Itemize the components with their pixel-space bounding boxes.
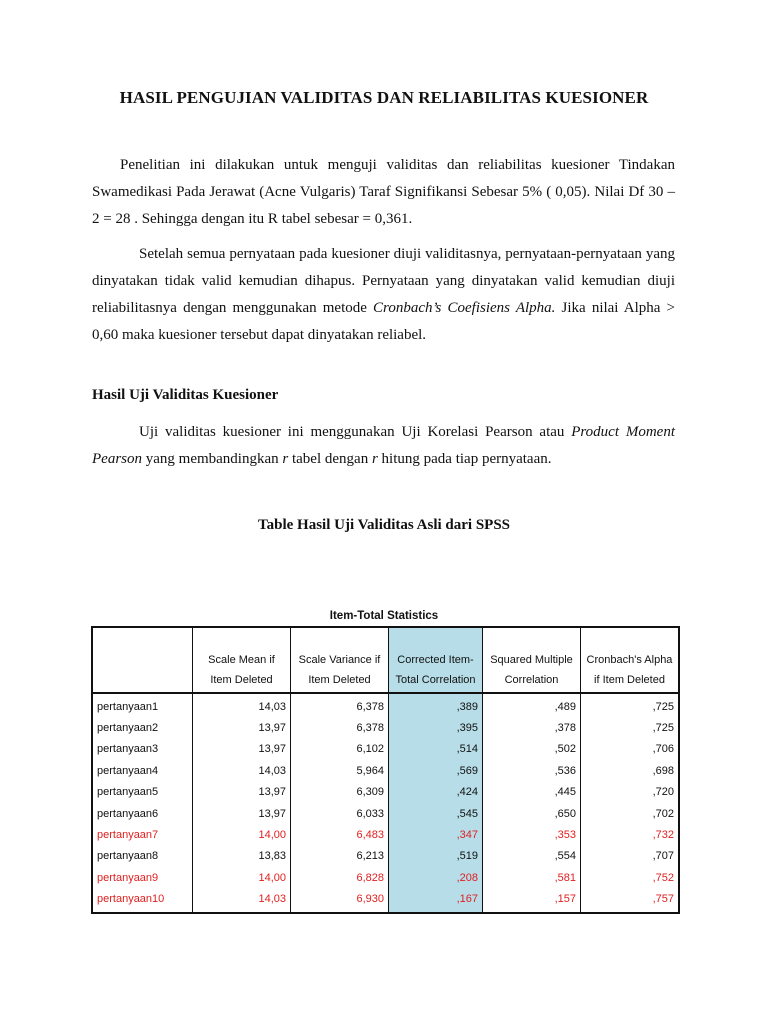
cell-cronbach-alpha: ,757 bbox=[581, 889, 680, 913]
cell-scale-variance: 6,378 bbox=[291, 693, 389, 717]
cell-scale-variance: 6,378 bbox=[291, 717, 389, 738]
cell-squared-multiple: ,157 bbox=[483, 889, 581, 913]
validity-text-2: yang membandingkan bbox=[142, 451, 283, 467]
validity-text-1: Uji validitas kuesioner ini menggunakan Uji Korelasi Pearson atau bbox=[139, 424, 572, 440]
cell-scale-mean: 13,97 bbox=[193, 739, 291, 760]
method-name-italic: Cronbach’s Coefisiens Alpha. bbox=[373, 300, 556, 316]
spss-table-title: Item-Total Statistics bbox=[329, 610, 439, 622]
row-label: pertanyaan1 bbox=[97, 700, 159, 713]
cell-cronbach-alpha: ,707 bbox=[581, 846, 680, 867]
item-total-statistics-table bbox=[91, 626, 680, 914]
header-stub bbox=[92, 627, 193, 693]
cell-squared-multiple: ,554 bbox=[483, 846, 581, 867]
page-title: HASIL PENGUJIAN VALIDITAS DAN RELIABILITAS KUESIONER bbox=[119, 88, 649, 107]
cell-scale-variance: 6,309 bbox=[291, 782, 389, 803]
table-caption: Table Hasil Uji Validitas Asli dari SPSS bbox=[257, 517, 511, 533]
header-cronbach-alpha: Cronbach's Alpha if Item Deleted bbox=[581, 627, 680, 693]
cell-corrected-correlation: ,347 bbox=[389, 824, 483, 845]
cell-scale-variance: 6,483 bbox=[291, 824, 389, 845]
cell-cronbach-alpha: ,725 bbox=[581, 717, 680, 738]
cell-corrected-correlation: ,389 bbox=[389, 693, 483, 717]
row-label: pertanyaan10 bbox=[97, 893, 165, 906]
cell-cronbach-alpha: ,752 bbox=[581, 867, 680, 888]
row-label: pertanyaan4 bbox=[97, 764, 159, 777]
cell-scale-mean: 14,03 bbox=[193, 760, 291, 781]
method-paragraph-text: Setelah semua pernyataan pada kuesioner diuji validitasnya, pernyataan-pernyataan yang dinyatakan tidak valid kemudian dihapus. Pernyataan yang dinyatakan valid kemudian diuji reliabilitasnya dengan menggunakan metode bbox=[92, 246, 675, 316]
table-row bbox=[92, 739, 679, 760]
cell-corrected-correlation: ,395 bbox=[389, 717, 483, 738]
table-row bbox=[92, 803, 679, 824]
cell-corrected-correlation: ,569 bbox=[389, 760, 483, 781]
validity-text-3: tabel dengan bbox=[288, 451, 372, 467]
row-label: pertanyaan7 bbox=[97, 829, 159, 842]
cell-squared-multiple: ,502 bbox=[483, 739, 581, 760]
section-heading: Hasil Uji Validitas Kuesioner bbox=[92, 387, 279, 403]
cell-scale-mean: 14,00 bbox=[193, 824, 291, 845]
cell-corrected-correlation: ,424 bbox=[389, 782, 483, 803]
table-row bbox=[92, 760, 679, 781]
cell-squared-multiple: ,536 bbox=[483, 760, 581, 781]
cell-scale-variance: 6,033 bbox=[291, 803, 389, 824]
header-scale-variance: Scale Variance if Item Deleted bbox=[291, 627, 389, 693]
cell-scale-variance: 6,828 bbox=[291, 867, 389, 888]
cell-cronbach-alpha: ,706 bbox=[581, 739, 680, 760]
intro-paragraph: Penelitian ini dilakukan untuk menguji validitas dan reliabilitas kuesioner Tindakan Swamedikasi Pada Jerawat (Acne Vulgaris) Taraf Signifikansi Sebesar 5% ( 0,05). Nilai Df 30 – 2 = 28 . Sehingga dengan itu R tabel sebesar = 0,361. bbox=[92, 157, 675, 227]
cell-corrected-correlation: ,167 bbox=[389, 889, 483, 913]
cell-scale-variance: 6,102 bbox=[291, 739, 389, 760]
row-label: pertanyaan2 bbox=[97, 722, 159, 735]
cell-squared-multiple: ,650 bbox=[483, 803, 581, 824]
cell-corrected-correlation: ,519 bbox=[389, 846, 483, 867]
cell-corrected-correlation: ,208 bbox=[389, 867, 483, 888]
table-row bbox=[92, 693, 679, 717]
method-paragraph-tail: Jika nilai Alpha > 0,60 maka kuesioner tersebut dapat dinyatakan reliabel. bbox=[92, 300, 675, 343]
validity-italic-3: r bbox=[371, 451, 378, 467]
row-label: pertanyaan6 bbox=[97, 807, 159, 820]
header-corrected-correlation: Corrected Item-Total Correlation bbox=[389, 627, 483, 693]
cell-squared-multiple: ,445 bbox=[483, 782, 581, 803]
row-label: pertanyaan8 bbox=[97, 850, 159, 863]
cell-squared-multiple: ,581 bbox=[483, 867, 581, 888]
cell-scale-variance: 5,964 bbox=[291, 760, 389, 781]
cell-scale-variance: 6,930 bbox=[291, 889, 389, 913]
header-squared-multiple: Squared Multiple Correlation bbox=[483, 627, 581, 693]
cell-scale-mean: 13,97 bbox=[193, 803, 291, 824]
cell-corrected-correlation: ,514 bbox=[389, 739, 483, 760]
validity-text-4: hitung pada tiap pernyataan. bbox=[377, 451, 552, 467]
cell-scale-mean: 14,03 bbox=[193, 693, 291, 717]
row-label: pertanyaan3 bbox=[97, 743, 159, 756]
table-body bbox=[92, 693, 679, 913]
row-label: pertanyaan5 bbox=[97, 786, 159, 799]
cell-cronbach-alpha: ,702 bbox=[581, 803, 680, 824]
table-row bbox=[92, 867, 679, 888]
validity-paragraph bbox=[92, 419, 675, 473]
cell-corrected-correlation: ,545 bbox=[389, 803, 483, 824]
table-row bbox=[92, 846, 679, 867]
cell-scale-variance: 6,213 bbox=[291, 846, 389, 867]
cell-scale-mean: 13,97 bbox=[193, 717, 291, 738]
cell-scale-mean: 13,83 bbox=[193, 846, 291, 867]
cell-squared-multiple: ,353 bbox=[483, 824, 581, 845]
cell-cronbach-alpha: ,720 bbox=[581, 782, 680, 803]
cell-cronbach-alpha: ,725 bbox=[581, 693, 680, 717]
method-paragraph bbox=[92, 241, 675, 349]
table-row bbox=[92, 782, 679, 803]
validity-italic-2: r bbox=[282, 451, 289, 467]
cell-cronbach-alpha: ,698 bbox=[581, 760, 680, 781]
table-row bbox=[92, 889, 679, 913]
cell-scale-mean: 13,97 bbox=[193, 782, 291, 803]
row-label: pertanyaan9 bbox=[97, 871, 159, 884]
table-header-row bbox=[92, 627, 679, 693]
table-row bbox=[92, 824, 679, 845]
validity-italic-1: Product Moment Pearson bbox=[92, 424, 675, 467]
cell-squared-multiple: ,489 bbox=[483, 693, 581, 717]
cell-scale-mean: 14,03 bbox=[193, 889, 291, 913]
cell-cronbach-alpha: ,732 bbox=[581, 824, 680, 845]
table-row bbox=[92, 717, 679, 738]
cell-scale-mean: 14,00 bbox=[193, 867, 291, 888]
header-scale-mean: Scale Mean if Item Deleted bbox=[193, 627, 291, 693]
cell-squared-multiple: ,378 bbox=[483, 717, 581, 738]
